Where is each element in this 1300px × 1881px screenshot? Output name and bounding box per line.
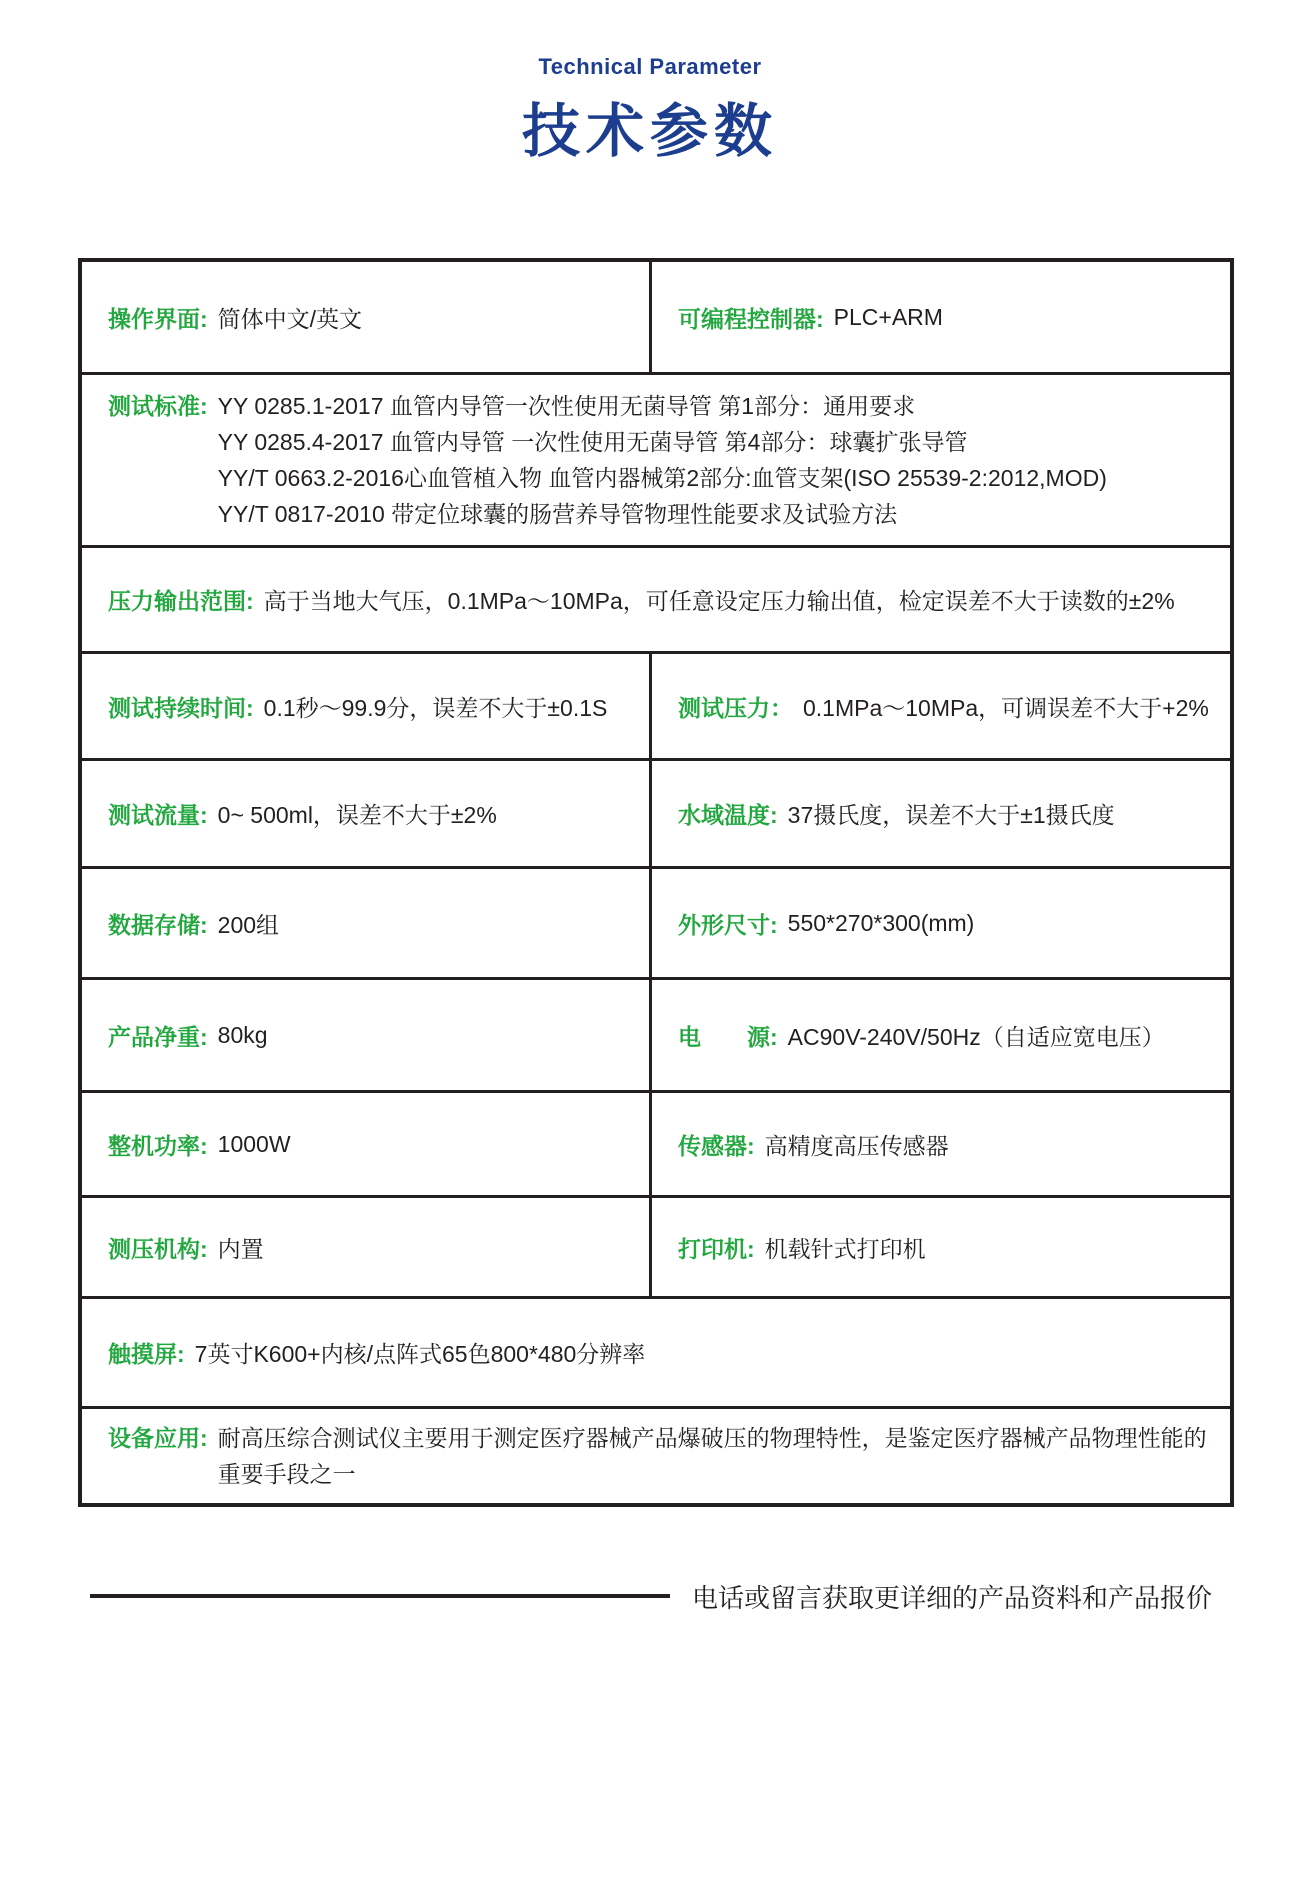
spec-water-temperature bbox=[652, 761, 1230, 866]
spec-data-storage bbox=[82, 869, 652, 977]
spec-value: 7英寸K600+内核/点阵式65色800*480分辨率 bbox=[194, 1341, 646, 1367]
spec-value: 0.1秒～99.9分，误差不大于±0.1S bbox=[263, 694, 608, 721]
spec-pressure-mechanism bbox=[82, 1198, 652, 1296]
spec-label: 数据存储: bbox=[108, 911, 208, 938]
page-title: 技术参数 bbox=[521, 99, 778, 164]
standard-line-1: YY 0285.1-2017 血管内导管一次性使用无菌导管 第1部分：通用要求 bbox=[217, 393, 916, 419]
spec-test-pressure bbox=[652, 654, 1230, 758]
spec-label: 产品净重: bbox=[108, 1023, 208, 1050]
spec-dimensions bbox=[652, 869, 1230, 977]
row-ui-and-controller bbox=[82, 262, 1230, 372]
spec-power-supply bbox=[652, 980, 1230, 1090]
spec-label: 测试标准: bbox=[108, 393, 208, 419]
spec-label: 触摸屏: bbox=[108, 1341, 185, 1367]
spec-test-duration bbox=[82, 654, 652, 758]
row-duration-and-pressure bbox=[82, 651, 1230, 758]
row-application bbox=[82, 1406, 1230, 1503]
spec-net-weight bbox=[82, 980, 652, 1090]
spec-value: 0~ 500ml，误差不大于±2% bbox=[217, 802, 497, 828]
standard-line-4: YY/T 0817-2010 带定位球囊的肠营养导管物理性能要求及试验方法 bbox=[217, 501, 898, 527]
spec-standards-lines bbox=[218, 388, 1107, 532]
spec-label: 测试压力： bbox=[678, 694, 793, 721]
spec-value: AC90V-240V/50Hz（自适应宽电压） bbox=[787, 1023, 1165, 1050]
spec-label: 整机功率: bbox=[108, 1132, 208, 1159]
spec-value: 耐高压综合测试仪主要用于测定医疗器械产品爆破压的物理特性，是鉴定医疗器械产品物理性能的重要手段之一 bbox=[217, 1425, 1207, 1487]
standard-line-3: YY/T 0663.2-2016心血管植入物 血管内器械第2部分:血管支架(ISO 25539-2:2012,MOD) bbox=[217, 465, 1107, 491]
spec-label: 操作界面: bbox=[108, 305, 208, 332]
spec-pressure-output-range bbox=[82, 548, 1230, 651]
row-power-and-sensor bbox=[82, 1090, 1230, 1195]
spec-plc-controller bbox=[652, 262, 1230, 372]
divider-line bbox=[90, 1594, 670, 1598]
spec-label: 传感器: bbox=[678, 1132, 755, 1159]
spec-label: 测试持续时间: bbox=[108, 694, 254, 721]
spec-label: 测试流量: bbox=[108, 802, 208, 828]
spec-label: 电 源: bbox=[678, 1023, 778, 1050]
spec-test-flow bbox=[82, 761, 652, 866]
spec-value: 550*270*300(mm) bbox=[787, 909, 975, 936]
spec-table bbox=[78, 258, 1234, 1507]
page-subtitle-en: Technical Parameter bbox=[538, 54, 762, 79]
spec-test-standards bbox=[82, 375, 1230, 545]
spec-value: 高于当地大气压，0.1MPa～10MPa，可任意设定压力输出值，检定误差不大于读数的±2% bbox=[263, 588, 1175, 614]
row-flow-and-temperature bbox=[82, 758, 1230, 866]
spec-value: 37摄氏度，误差不大于±1摄氏度 bbox=[787, 802, 1115, 828]
spec-label: 测压机构: bbox=[108, 1235, 208, 1262]
spec-label: 设备应用: bbox=[108, 1425, 208, 1451]
spec-label: 压力输出范围: bbox=[108, 588, 254, 614]
footer bbox=[90, 1577, 1240, 1615]
spec-total-power bbox=[82, 1093, 652, 1195]
spec-value: 简体中文/英文 bbox=[217, 305, 363, 332]
footer-note: 电话或留言获取更详细的产品资料和产品报价 bbox=[692, 1582, 1213, 1613]
row-touchscreen bbox=[82, 1296, 1230, 1406]
row-pressure-output-range bbox=[82, 545, 1230, 651]
spec-value: 80kg bbox=[217, 1021, 268, 1048]
spec-value: PLC+ARM bbox=[833, 303, 943, 330]
standard-line-2: YY 0285.4-2017 血管内导管 一次性使用无菌导管 第4部分：球囊扩张导管 bbox=[217, 429, 968, 455]
spec-operation-interface bbox=[82, 262, 652, 372]
spec-printer bbox=[652, 1198, 1230, 1296]
row-mechanism-and-printer bbox=[82, 1195, 1230, 1296]
spec-label: 外形尺寸: bbox=[678, 911, 778, 938]
spec-label: 水域温度: bbox=[678, 802, 778, 828]
spec-value: 高精度高压传感器 bbox=[764, 1132, 949, 1159]
spec-label: 可编程控制器: bbox=[678, 305, 824, 332]
spec-value: 机载针式打印机 bbox=[764, 1235, 926, 1262]
row-storage-and-dimensions bbox=[82, 866, 1230, 977]
spec-touchscreen bbox=[82, 1299, 1230, 1406]
spec-label: 打印机: bbox=[678, 1235, 755, 1262]
spec-value: 200组 bbox=[217, 911, 280, 938]
row-test-standards bbox=[82, 372, 1230, 545]
spec-value: 1000W bbox=[217, 1130, 291, 1157]
spec-application bbox=[82, 1409, 1230, 1503]
spec-value: 0.1MPa～10MPa，可调误差不大于+2% bbox=[803, 694, 1209, 721]
spec-sensor bbox=[652, 1093, 1230, 1195]
spec-value: 内置 bbox=[217, 1235, 264, 1262]
row-weight-and-power-supply bbox=[82, 977, 1230, 1090]
